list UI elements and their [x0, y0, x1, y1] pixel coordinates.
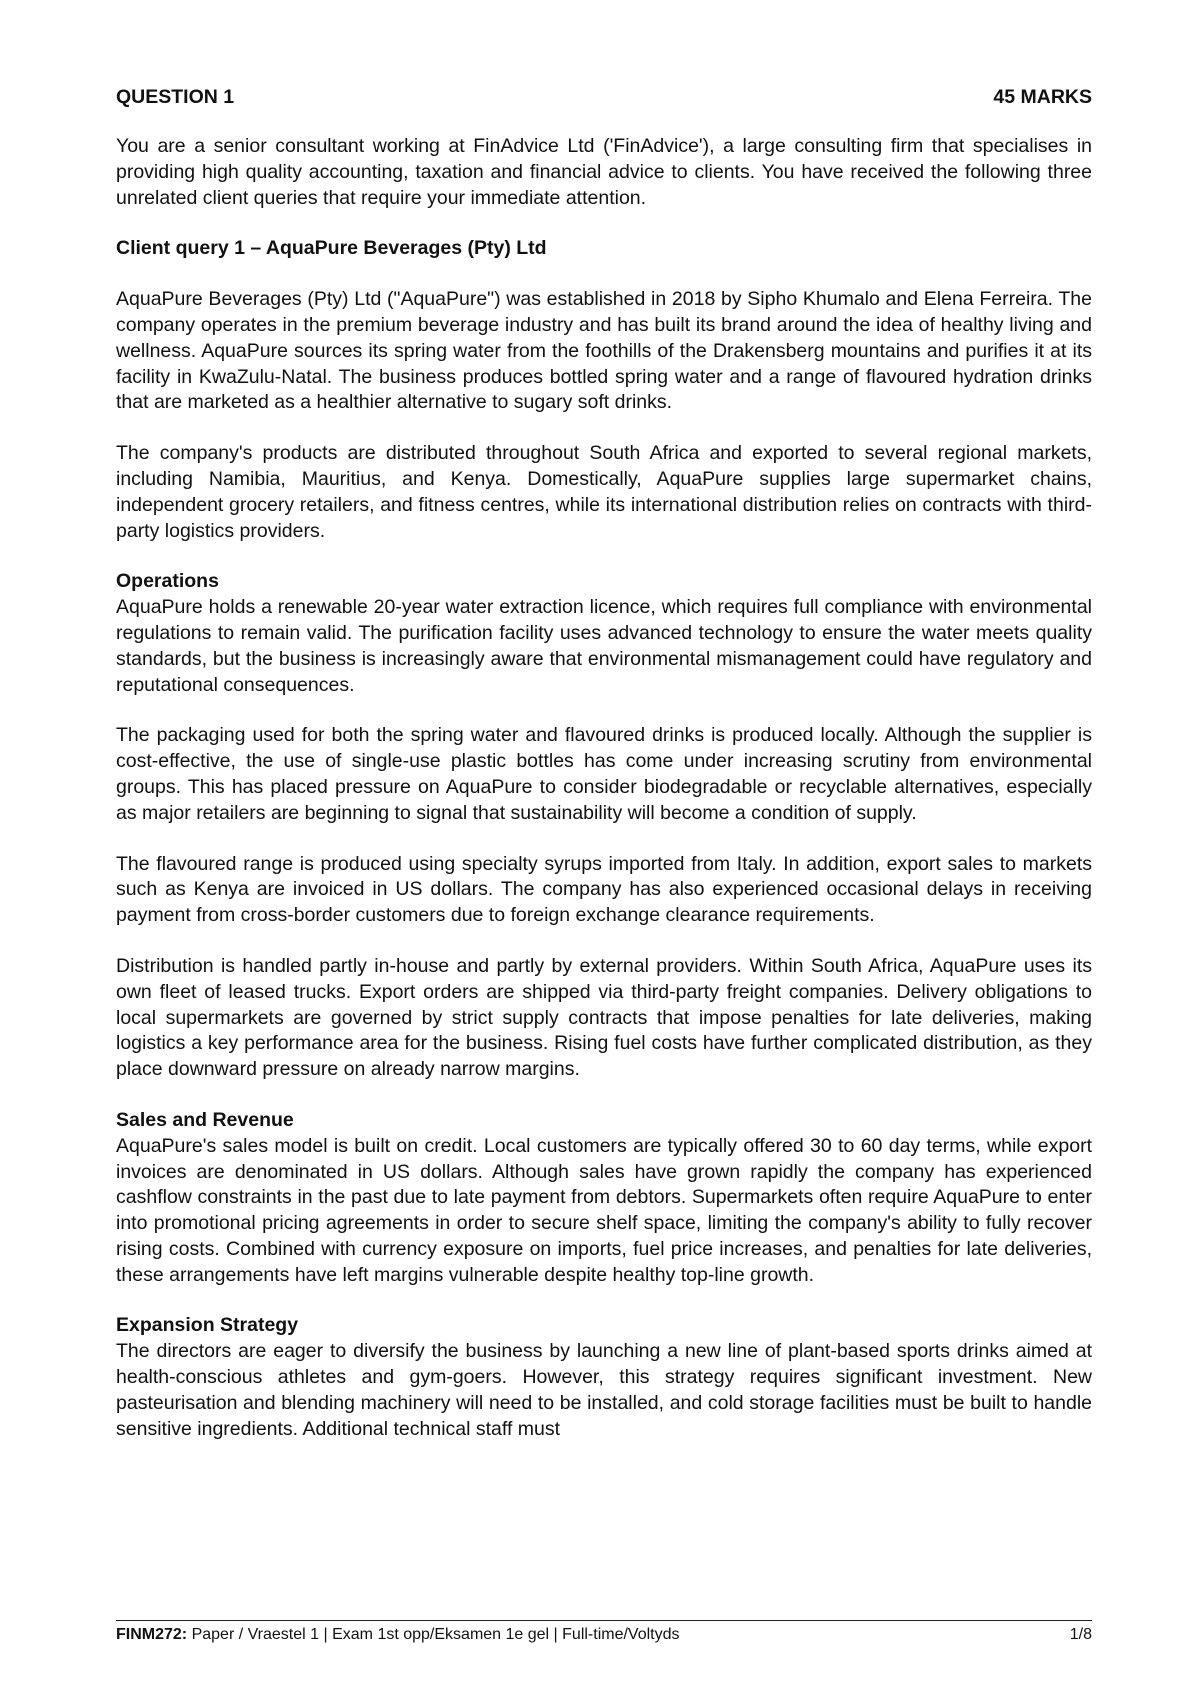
course-code: FINM272:	[116, 1626, 188, 1643]
paragraph: The company's products are distributed throughout South Africa and exported to several regional markets, including Namibia, Mauritius, and Kenya. Domestically, AquaPure supplies large supermarket chains, independent grocery retailers, and fitness centres, while its international distribution relies on contracts with third-party logistics providers.	[116, 442, 1092, 542]
section-title-operations: Operations	[116, 570, 219, 593]
footer-details: Paper / Vraestel 1 | Exam 1st opp/Eksamen 1e gel | Full-time/Voltyds	[187, 1626, 680, 1643]
intro-paragraph: You are a senior consultant working at FinAdvice Ltd ('FinAdvice'), a large consulting firm that specialises in providing high quality accounting, taxation and financial advice to clients. You have received the following three unrelated client queries that require your immediate attention.	[116, 135, 1092, 209]
paragraph: The directors are eager to diversify the business by launching a new line of plant-based sports drinks aimed at health-conscious athletes and gym-goers. However, this strategy requires significant investment. New pasteurisation and blending machinery will need to be installed, and cold storage facilities must be built to handle sensitive ingredients. Additional technical staff must	[116, 1340, 1092, 1440]
paragraph: AquaPure Beverages (Pty) Ltd ("AquaPure") was established in 2018 by Sipho Khumalo and Elena Ferreira. The company operates in the premium beverage industry and has built its brand around the idea of healthy living and wellness. AquaPure sources its spring water from the foothills of the Drakensberg mountains and purifies it at its facility in KwaZulu-Natal. The business produces bottled spring water and a range of flavoured hydration drinks that are marketed as a healthier alternative to sugary soft drinks.	[116, 288, 1092, 414]
client-query-title: Client query 1 – AquaPure Beverages (Pty) Ltd	[116, 237, 547, 260]
question-marks: 45 MARKS	[993, 86, 1092, 108]
section-title-expansion: Expansion Strategy	[116, 1314, 299, 1337]
paragraph: The flavoured range is produced using specialty syrups imported from Italy. In addition, export sales to markets such as Kenya are invoiced in US dollars. The company has also experienced occasional delays in receiving payment from cross-border customers due to foreign exchange clearance requirements.	[116, 852, 1092, 927]
paragraph: Distribution is handled partly in-house and partly by external providers. Within South Africa, AquaPure uses its own fleet of leased trucks. Export orders are shipped via third-party freight companies. Delivery obligations to local supermarkets are governed by strict supply contracts that impose penalties for late deliveries, making logistics a key performance area for the business. Rising fuel costs have further complicated distribution, as they place downward pressure on already narrow margins.	[116, 954, 1092, 1081]
document-page	[116, 84, 1092, 1442]
paragraph: AquaPure's sales model is built on credit. Local customers are typically offered 30 to 60 day terms, while export invoices are denominated in US dollars. Although sales have grown rapidly the company has experienced cashflow constraints in the past due to late payment from debtors. Supermarkets often require AquaPure to enter into promotional pricing agreements in order to secure shelf space, limiting the company's ability to fully recover rising costs. Combined with currency exposure on imports, fuel price increases, and penalties for late deliveries, these arrangements have left margins vulnerable despite healthy top-line growth.	[116, 1134, 1092, 1286]
question-number: QUESTION 1	[116, 86, 235, 108]
question-header	[116, 84, 1092, 110]
footer-info	[116, 1625, 680, 1645]
paragraph: The packaging used for both the spring water and flavoured drinks is produced locally. Although the supplier is cost-effective, the use of single-use plastic bottles has come under increasing scrutiny from environmental groups. This has placed pressure on AquaPure to consider biodegradable or recyclable alternatives, especially as major retailers are beginning to signal that sustainability will become a condition of supply.	[116, 724, 1092, 824]
page-footer	[116, 1620, 1092, 1645]
section-title-sales: Sales and Revenue	[116, 1108, 294, 1131]
paragraph: AquaPure holds a renewable 20-year water extraction licence, which requires full compliance with environmental regulations to remain valid. The purification facility uses advanced technology to ensure the water meets quality standards, but the business is increasingly aware that environmental mismanagement could have regulatory and reputational consequences.	[116, 596, 1092, 696]
page-number: 1/8	[1069, 1626, 1092, 1643]
